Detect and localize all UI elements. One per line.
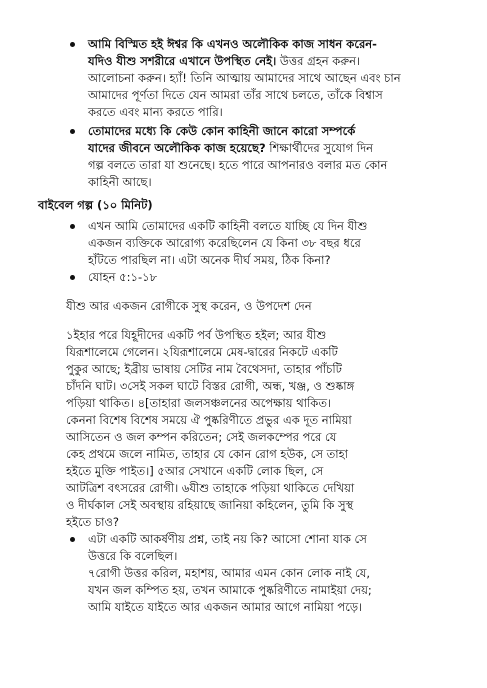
list-item xyxy=(58,531,447,616)
body-line: কাহিনী আছে। xyxy=(88,175,152,189)
bullet-dot xyxy=(70,42,75,47)
list-item xyxy=(58,123,447,191)
body-line: উত্তরে কি বলেছিল। xyxy=(88,549,178,563)
bullet-dot xyxy=(70,224,75,229)
body-line: এখন আমি তোমাদের একটি কাহিনী বলতে যাচ্ছি যে দিন যীশু xyxy=(88,219,368,233)
instruction-text: উত্তর গ্রহন করুন। xyxy=(276,54,361,68)
body-line: আমি যাইতে যাইতে আর একজন আমার আগে নামিয়া পড়ে। xyxy=(88,600,363,614)
bullet-dot xyxy=(70,129,75,134)
bold-question-line: আমি বিস্মিত হই ঈশ্বর কি এখনও অলৌকিক কাজ সাধন করেন- xyxy=(88,37,377,51)
body-line: এটা একটি আকর্ষণীয় প্রশ্ন, তাই নয় কি? আসো শোনা যাক সে xyxy=(88,532,367,546)
bold-question-line: যাদের জীবনে অলৌকিক কাজ হয়েছে? xyxy=(88,141,266,155)
story-intro-list xyxy=(58,218,447,286)
body-line: একজন ব্যক্তিকে আরোগ্য করেছিলেন যে কিনা ৩৮ বছর ধরে xyxy=(88,236,361,250)
list-item xyxy=(58,218,447,269)
scripture-reference: যোহন ৫:১-১৮ xyxy=(88,270,158,284)
scripture-line: আসিতেন ও জল কম্পন করিতেন; সেই জলকম্পের পরে যে xyxy=(66,430,337,444)
instruction-text: শিক্ষার্থীদের সুযোগ দিন xyxy=(265,141,373,155)
list-item xyxy=(58,36,447,121)
bullet-dot xyxy=(70,537,75,542)
scripture-line: ও দীর্ঘকাল সেই অবস্থায় রহিয়াছে জানিয়া কহিলেন, তুমি কি সুস্থ xyxy=(66,498,354,512)
section-heading: বাইবেল গল্প (১০ মিনিট) xyxy=(38,198,153,212)
body-line: গল্প বলতে তারা যা শুনেছে। হতে পারে আপনারও বলার মত কোন xyxy=(88,158,388,172)
body-line: যখন জল কম্পিত হয়, তখন আমাকে পুষ্করিণীতে নামাইয়া দেয়; xyxy=(88,583,372,597)
body-line: ৭রোগী উত্তর করিল, মহাশয়, আমার এমন কোন লোক নাই যে, xyxy=(88,566,371,580)
passage-heading: যীশু আর একজন রোগীকে সুস্থ করেন, ও উপদেশ দেন xyxy=(66,299,312,313)
scripture-line: আটত্রিশ বৎসরের রোগী। ৬যীশু তাহাকে পড়িয়া থাকিতে দেখিয়া xyxy=(66,481,355,495)
list-item xyxy=(58,269,447,286)
scripture-line: পড়িয়া থাকিত। ৪[তাহারা জলসঞ্চলনের অপেক্ষায় থাকিত। xyxy=(66,396,332,410)
body-line: আমাদের পূর্ণতা দিতে যেন আমরা তাঁর সাথে চলতে, তাঁকে বিশ্বাস xyxy=(88,88,383,102)
scripture-line: কেহ প্রথমে জলে নামিত, তাহার যে কোন রোগ হউক, সে তাহা xyxy=(66,447,349,461)
body-line: করতে এবং মান্য করতে পারি। xyxy=(88,105,223,119)
bold-question-line: যদিও যীশু সশরীরে এখানে উপস্থিত নেই। xyxy=(88,54,277,68)
scripture-line: হইতে চাও? xyxy=(66,515,120,529)
body-line: আলোচনা করুন। হ্যাঁ! তিনি আত্মায় আমাদের সাথে আছেন এবং চান xyxy=(88,71,401,85)
bullet-dot xyxy=(70,275,75,280)
body-line: হাঁটতে পারছিল না। এটা অনেক দীর্ঘ সময়, ঠিক কিনা? xyxy=(88,253,331,267)
scripture-line: কেননা বিশেষ বিশেষ সময়ে ঐ পুষ্করিণীতে প্রভুর এক দূত নামিয়া xyxy=(66,413,352,427)
scripture-line: ১ইহার পরে যিহূদীদের একটি পর্ব উপস্থিত হইল; আর যীশু xyxy=(66,328,327,342)
scripture-line: হইতে মুক্তি পাইত।] ৫আর সেখানে একটি লোক ছিল, সে xyxy=(66,464,324,478)
scripture-passage xyxy=(66,327,447,531)
follow-up-list xyxy=(58,531,447,616)
scripture-line: চাঁদনি ঘাট। ৩সেই সকল ঘাটে বিস্তর রোগী, অন্ধ, খঞ্জ, ও শুষ্কাঙ্গ xyxy=(66,379,355,393)
scripture-line: পুকুর আছে; ইব্রীয় ভাষায় সেটির নাম বৈথেসদা, তাহার পাঁচটি xyxy=(66,362,342,376)
discussion-list xyxy=(58,36,447,191)
bold-question-line: তোমাদের মধ্যে কি কেউ কোন কাহিনী জানে কারো সম্পর্কে xyxy=(88,124,356,138)
scripture-line: যিরূশালেমে গেলেন। ২যিরূশালেমে মেষ-দ্বারের নিকটে একটি xyxy=(66,345,338,359)
